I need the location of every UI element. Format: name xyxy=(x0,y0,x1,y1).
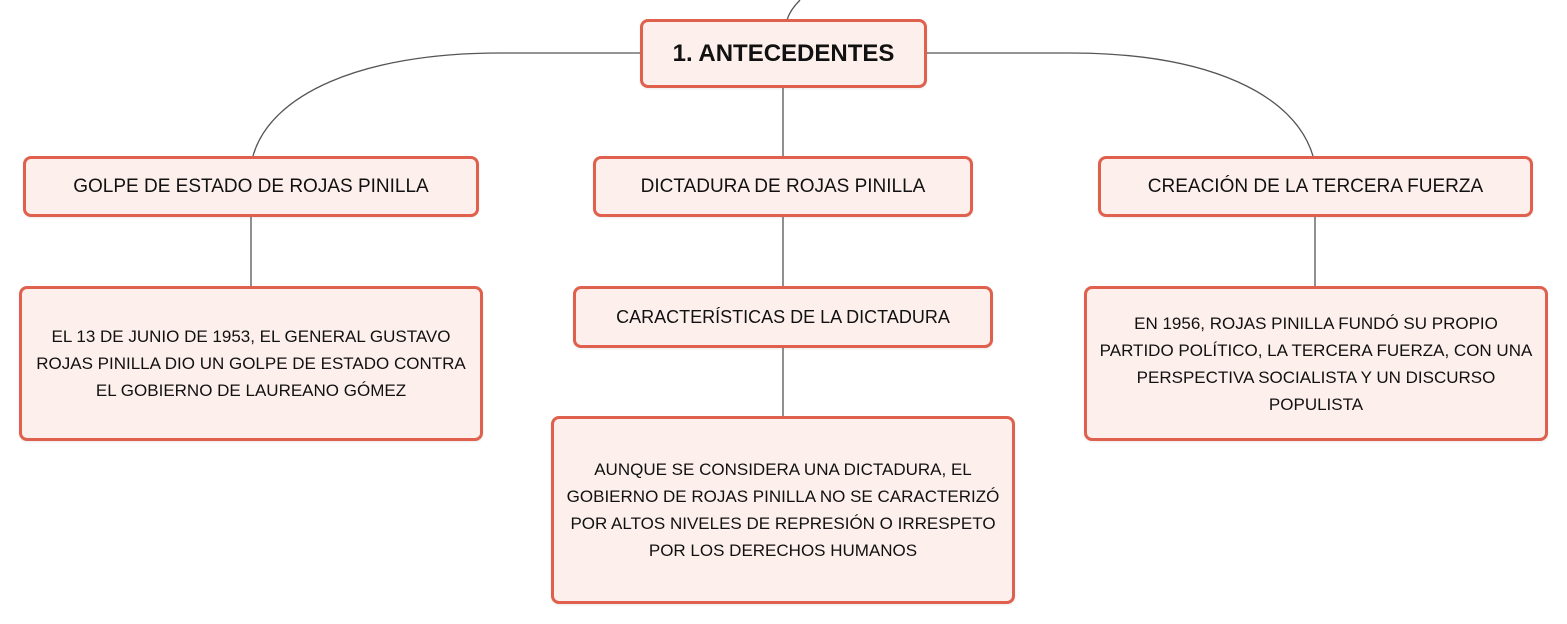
topic-node-golpe-de-estado[interactable] xyxy=(23,156,479,217)
topic-label: GOLPE DE ESTADO DE ROJAS PINILLA xyxy=(73,175,429,197)
topic-node-dictadura[interactable] xyxy=(593,156,973,217)
connector-root-to-golpe xyxy=(253,53,641,156)
root-node[interactable] xyxy=(640,19,927,88)
detail-text: EN 1956, ROJAS PINILLA FUNDÓ SU PROPIO PARTIDO POLÍTICO, LA TERCERA FUERZA, CON UNA PERSPECTIVA SOCIALISTA Y UN DISCURSO POPULISTA xyxy=(1099,313,1533,414)
topic-label: DICTADURA DE ROJAS PINILLA xyxy=(640,175,926,197)
topic-node-tercera-fuerza[interactable] xyxy=(1098,156,1533,217)
connector-parent-to-root xyxy=(787,0,800,20)
subtopic-label: CARACTERÍSTICAS DE LA DICTADURA xyxy=(616,306,950,327)
detail-node-golpe-de-estado[interactable] xyxy=(19,286,483,441)
detail-text: EL 13 DE JUNIO DE 1953, EL GENERAL GUSTAVO ROJAS PINILLA DIO UN GOLPE DE ESTADO CONTRA EL GOBIERNO DE LAUREANO GÓMEZ xyxy=(36,327,466,400)
subtopic-node-caracteristicas[interactable] xyxy=(573,286,993,348)
detail-node-tercera-fuerza[interactable] xyxy=(1084,286,1548,441)
connector-root-to-tercera-fuerza xyxy=(926,53,1313,156)
root-label: 1. ANTECEDENTES xyxy=(672,39,895,67)
topic-label: CREACIÓN DE LA TERCERA FUERZA xyxy=(1147,175,1484,197)
detail-node-dictadura[interactable] xyxy=(551,416,1015,604)
detail-text: AUNQUE SE CONSIDERA UNA DICTADURA, EL GOBIERNO DE ROJAS PINILLA NO SE CARACTERIZÓ POR ALTOS NIVELES DE REPRESIÓN O IRRESPETO POR LOS DERECHOS HUMANOS xyxy=(566,460,1000,560)
